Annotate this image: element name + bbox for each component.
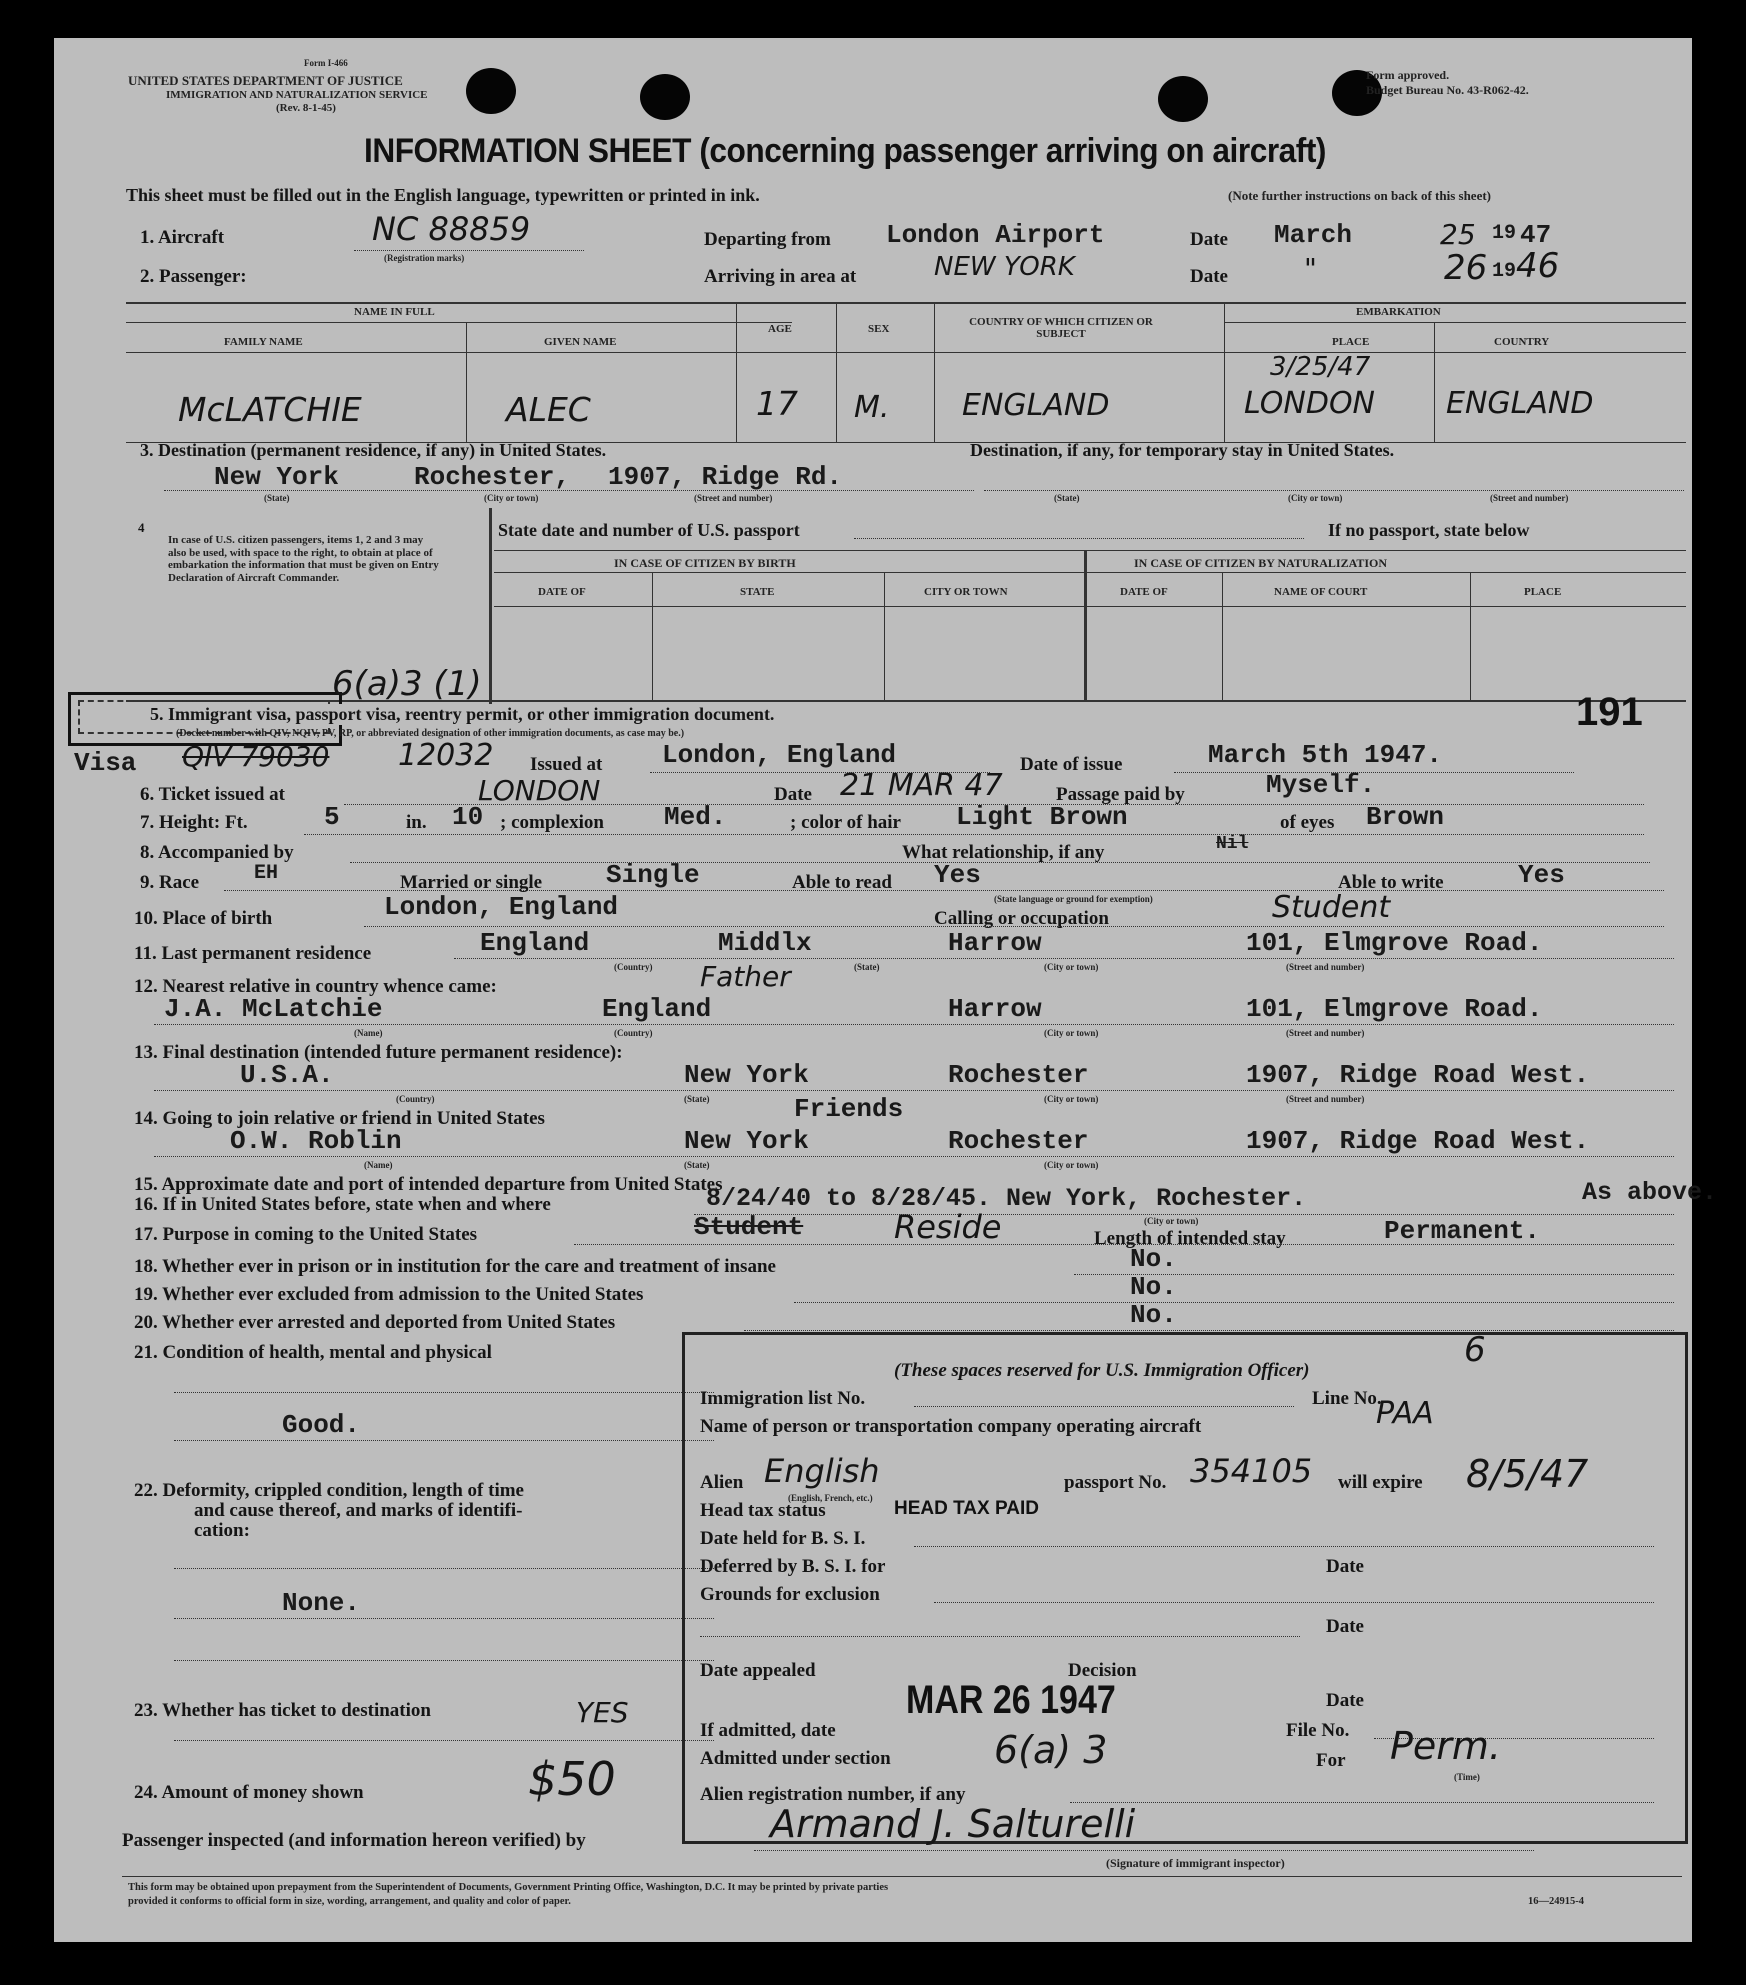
- dest-city-value: Rochester,: [414, 462, 571, 492]
- col-family-name: FAMILY NAME: [224, 336, 303, 348]
- caption-city-5: (City or town): [1044, 1094, 1099, 1104]
- stamp-code: 6(a)3 (1): [332, 664, 482, 704]
- caption-state: (State): [264, 493, 290, 503]
- label-company: Name of person or transportation company operating aircraft: [700, 1416, 1202, 1437]
- label-eyes: of eyes: [1280, 812, 1335, 833]
- label-date-issue: Date of issue: [1020, 754, 1123, 775]
- join-city-value: Rochester: [948, 1126, 1089, 1156]
- col-citizen-birth: IN CASE OF CITIZEN BY BIRTH: [614, 556, 796, 570]
- label-q18: 18. Whether ever in prison or in institution for the care and treatment of insane: [134, 1256, 776, 1277]
- label-complexion: ; complexion: [500, 812, 604, 833]
- dest-state-value: New York: [214, 462, 339, 492]
- label-relationship: What relationship, if any: [902, 842, 1105, 863]
- caption-city: (City or town): [484, 493, 539, 503]
- label-place-birth: 10. Place of birth: [134, 908, 273, 929]
- q20-value: No.: [1130, 1300, 1177, 1330]
- occupation-value: Student: [1272, 890, 1391, 925]
- label-departure: 15. Approximate date and port of intended departure from United States: [134, 1174, 723, 1195]
- dept-name: UNITED STATES DEPARTMENT OF JUSTICE: [128, 73, 403, 88]
- marital-value: Single: [606, 860, 700, 890]
- label-deformity-3: cation:: [194, 1520, 250, 1541]
- revision: (Rev. 8-1-45): [276, 102, 336, 114]
- fd-city-value: Rochester: [948, 1060, 1089, 1090]
- label-date-2: Date: [1190, 266, 1228, 287]
- dep-day-value: 25: [1440, 218, 1476, 251]
- height-ft-value: 5: [324, 802, 340, 832]
- caption-street-4: (Street and number): [1286, 1028, 1365, 1038]
- eyes-value: Brown: [1366, 802, 1445, 832]
- col-given-name: GIVEN NAME: [544, 336, 617, 348]
- col-country2: COUNTRY: [1494, 336, 1550, 348]
- label-last-residence: 11. Last permanent residence: [134, 943, 372, 964]
- ticket-date-value: 21 MAR 47: [840, 768, 1003, 803]
- label-date: Date: [1190, 229, 1228, 250]
- company-value: PAA: [1376, 1396, 1434, 1431]
- caption-street-2: (Street and number): [1490, 493, 1569, 503]
- section-value: 6(a) 3: [994, 1728, 1108, 1772]
- label-head-tax: Head tax status: [700, 1500, 826, 1521]
- relative-country-value: England: [602, 994, 712, 1024]
- col-place-2: PLACE: [1524, 586, 1562, 598]
- relationship-value: Nil: [1216, 834, 1249, 854]
- label-will-expire: will expire: [1338, 1472, 1423, 1493]
- label-final-destination: 13. Final destination (intended future permanent residence):: [134, 1042, 623, 1063]
- label-date-3: Date: [1326, 1690, 1364, 1711]
- label-passport-no: passport No.: [1064, 1472, 1167, 1493]
- time-caption: (Time): [1454, 1772, 1480, 1782]
- label-hair: ; color of hair: [790, 812, 901, 833]
- arr-year-value: 46: [1516, 246, 1560, 286]
- form-title: INFORMATION SHEET (concerning passenger arriving on aircraft): [364, 132, 1326, 170]
- res-street-value: 101, Elmgrove Road.: [1246, 928, 1543, 958]
- country-value: ENGLAND: [962, 388, 1110, 423]
- arr-date-value: ": [1304, 252, 1317, 285]
- embark-date-value: 3/25/47: [1270, 352, 1371, 382]
- purpose-value: Reside: [894, 1208, 1002, 1246]
- deformity-value: None.: [282, 1588, 361, 1618]
- caption-city-2: (City or town): [1288, 493, 1343, 503]
- label-passport-question: State date and number of U.S. passport: [498, 520, 800, 540]
- join-relationship: Friends: [794, 1094, 904, 1124]
- caption-city-4: (City or town): [1044, 1028, 1099, 1038]
- label-money: 24. Amount of money shown: [134, 1782, 364, 1803]
- budget-bureau: Budget Bureau No. 43-R062-42.: [1366, 83, 1529, 97]
- height-in-value: 10: [452, 802, 484, 832]
- for-value: Perm.: [1390, 1724, 1502, 1768]
- footer-code: 16—24915-4: [1528, 1896, 1584, 1907]
- label-temp-destination: Destination, if any, for temporary stay in United States.: [970, 440, 1395, 460]
- label-deferred-date: Date: [1326, 1556, 1364, 1577]
- punch-hole: [640, 74, 690, 120]
- caption-street: (Street and number): [694, 493, 773, 503]
- label-grounds: Grounds for exclusion: [700, 1584, 880, 1605]
- reg-marks-caption: (Registration marks): [384, 253, 465, 263]
- language-note: (State language or ground for exemption): [994, 894, 1153, 904]
- label-admitted-date: If admitted, date: [700, 1720, 836, 1741]
- stamp-number: 191: [1576, 690, 1643, 734]
- read-value: Yes: [934, 860, 981, 890]
- issued-at-value: London, England: [662, 740, 897, 770]
- label-date-held: Date held for B. S. I.: [700, 1528, 866, 1549]
- caption-state-4: (State): [684, 1094, 710, 1104]
- family-name-value: McLATCHIE: [178, 390, 362, 429]
- aircraft-value: NC 88859: [372, 210, 531, 248]
- col-date-of-2: DATE OF: [1120, 586, 1168, 598]
- admitted-date-stamp: MAR 26 1947: [906, 1678, 1116, 1722]
- label-list-no: Immigration list No.: [700, 1388, 866, 1409]
- year-prefix: 19: [1492, 222, 1517, 245]
- label-purpose: 17. Purpose in coming to the United States: [134, 1224, 478, 1245]
- label-ticket-destination: 23. Whether has ticket to destination: [134, 1700, 431, 1721]
- label-line-no: Line No.: [1312, 1388, 1382, 1409]
- dest-street-value: 1907, Ridge Rd.: [608, 462, 843, 492]
- punch-hole: [466, 68, 516, 114]
- head-tax-stamp: HEAD TAX PAID: [894, 1498, 1039, 1519]
- length-value: Permanent.: [1384, 1216, 1541, 1246]
- label-departing: Departing from: [704, 229, 831, 250]
- join-name-value: O.W. Roblin: [230, 1126, 402, 1156]
- label-immigrant-visa: 5. Immigrant visa, passport visa, reentry permit, or other immigration document.: [150, 704, 775, 724]
- label-for: For: [1316, 1750, 1346, 1771]
- label-date-2: Date: [1326, 1616, 1364, 1637]
- arr-day-value: 26: [1444, 248, 1488, 288]
- col-name-in-full: NAME IN FULL: [354, 306, 435, 318]
- inspector-signature: Armand J. Salturelli: [770, 1802, 1136, 1846]
- paid-by-value: Myself.: [1266, 770, 1376, 800]
- visa-note: (Docket number with QIV, NQIV, PV, RP, or abbreviated designation of other immigration documents, as case may be.): [176, 728, 685, 739]
- q18-value: No.: [1130, 1244, 1177, 1274]
- health-value: Good.: [282, 1410, 361, 1440]
- note-back: (Note further instructions on back of this sheet): [1228, 188, 1491, 203]
- col-date-of: DATE OF: [538, 586, 586, 598]
- before-value: 8/24/40 to 8/28/45. New York, Rochester.: [706, 1184, 1307, 1213]
- passport-no-value: 354105: [1190, 1452, 1313, 1490]
- label-admitted-section: Admitted under section: [700, 1748, 891, 1769]
- line-no-value: 6: [1464, 1330, 1486, 1370]
- res-state-value: Middlx: [718, 928, 812, 958]
- officer-heading: (These spaces reserved for U.S. Immigration Officer): [894, 1360, 1310, 1381]
- relative-city-value: Harrow: [948, 994, 1042, 1024]
- label-married: Married or single: [400, 872, 543, 893]
- service-name: IMMIGRATION AND NATURALIZATION SERVICE: [166, 89, 428, 101]
- label-write: Able to write: [1338, 872, 1444, 893]
- label-q20: 20. Whether ever arrested and deported from United States: [134, 1312, 616, 1333]
- given-name-value: ALEC: [506, 390, 591, 429]
- label-date-appealed: Date appealed: [700, 1660, 816, 1681]
- caption-city-7: (City or town): [1144, 1216, 1199, 1226]
- label-occupation: Calling or occupation: [934, 908, 1109, 929]
- join-street-value: 1907, Ridge Road West.: [1246, 1126, 1590, 1156]
- label-race: 9. Race: [140, 872, 200, 893]
- label-no-passport: If no passport, state below: [1328, 520, 1530, 540]
- caption-country: (Country): [614, 962, 653, 972]
- signature-caption: (Signature of immigrant inspector): [1106, 1856, 1285, 1870]
- caption-city-3: (City or town): [1044, 962, 1099, 972]
- label-height: 7. Height: Ft.: [140, 812, 248, 833]
- label-length-stay: Length of intended stay: [1094, 1228, 1286, 1249]
- label-height-in: in.: [406, 812, 427, 833]
- visa-number-2: 12032: [398, 738, 494, 773]
- fd-street-value: 1907, Ridge Road West.: [1246, 1060, 1590, 1090]
- sex-value: M.: [854, 390, 890, 425]
- race-value: EH: [254, 862, 279, 885]
- label-inspected: Passenger inspected (and information hereon verified) by: [122, 1830, 586, 1851]
- col-citizen-naturalization: IN CASE OF CITIZEN BY NATURALIZATION: [1134, 556, 1388, 570]
- label-ticket-date: Date: [774, 784, 812, 805]
- relative-street-value: 101, Elmgrove Road.: [1246, 994, 1543, 1024]
- hair-value: Light Brown: [956, 802, 1128, 832]
- ticket-value: LONDON: [478, 774, 601, 807]
- caption-street-5: (Street and number): [1286, 1094, 1365, 1104]
- dep-year-value: 47: [1520, 220, 1552, 250]
- caption-city-6: (City or town): [1044, 1160, 1099, 1170]
- col-place: PLACE: [1332, 336, 1370, 348]
- caption-state-5: (State): [684, 1160, 710, 1170]
- res-country-value: England: [480, 928, 590, 958]
- year-prefix-2: 19: [1492, 260, 1517, 283]
- age-value: 17: [756, 384, 798, 423]
- dep-date-value: March: [1274, 220, 1353, 250]
- caption-country-3: (Country): [396, 1094, 435, 1104]
- caption-street-3: (Street and number): [1286, 962, 1365, 972]
- alien-value: English: [764, 1452, 880, 1490]
- label-issued-at: Issued at: [530, 754, 603, 775]
- label-nearest-relative: 12. Nearest relative in country whence came:: [134, 976, 497, 997]
- write-value: Yes: [1518, 860, 1565, 890]
- date-issue-value: March 5th 1947.: [1208, 740, 1443, 770]
- label-alien-registration: Alien registration number, if any: [700, 1784, 966, 1805]
- visa-prefix: Visa: [74, 748, 137, 778]
- col-sex: SEX: [868, 323, 890, 335]
- label-item-4: 4: [138, 520, 145, 535]
- col-state: STATE: [740, 586, 775, 598]
- label-read: Able to read: [792, 872, 892, 893]
- caption-name: (Name): [354, 1028, 383, 1038]
- form-number: Form I-466: [304, 58, 348, 68]
- label-deformity-1: 22. Deformity, crippled condition, length of time: [134, 1480, 524, 1501]
- form-sheet: [54, 38, 1718, 1942]
- item-4-note: In case of U.S. citizen passengers, items 1, 2 and 3 may also be used, with space to the right, to obtain at place of embarkation the information that must be given on Entry Declaration of Aircraft Commander.: [168, 534, 439, 584]
- q19-value: No.: [1130, 1272, 1177, 1302]
- before-value-2: As above.: [1582, 1178, 1718, 1207]
- label-deferred: Deferred by B. S. I. for: [700, 1556, 886, 1577]
- punch-hole: [1158, 76, 1208, 122]
- col-age: AGE: [768, 323, 792, 335]
- footer-line-1: This form may be obtained upon prepayment from the Superintendent of Documents, Government Printing Office, Washington, D.C. It may be printed by private parties: [128, 1882, 889, 1893]
- label-health: 21. Condition of health, mental and physical: [134, 1342, 492, 1363]
- arriving-value: NEW YORK: [934, 252, 1075, 282]
- embark-country-value: ENGLAND: [1446, 386, 1594, 421]
- res-city-value: Harrow: [948, 928, 1042, 958]
- col-court: NAME OF COURT: [1274, 586, 1368, 598]
- footer-line-2: provided it conforms to official form in size, wording, arrangement, and quality and color of paper.: [128, 1896, 571, 1907]
- form-approved: Form approved.: [1366, 68, 1450, 82]
- label-q19: 19. Whether ever excluded from admission to the United States: [134, 1284, 644, 1305]
- purpose-struck-value: Student: [694, 1212, 804, 1242]
- label-destination: 3. Destination (permanent residence, if any) in United States.: [140, 440, 607, 460]
- fd-country-value: U.S.A.: [240, 1060, 334, 1090]
- col-embarkation: EMBARKATION: [1356, 306, 1441, 318]
- relative-name-value: J.A. McLatchie: [164, 994, 383, 1024]
- label-deformity-2: and cause thereof, and marks of identifi-: [194, 1500, 523, 1521]
- caption-state-2: (State): [1054, 493, 1080, 503]
- relative-relationship: Father: [700, 960, 791, 993]
- alien-caption: (English, French, etc.): [788, 1493, 873, 1503]
- money-value: $50: [528, 1752, 616, 1806]
- expire-value: 8/5/47: [1466, 1452, 1589, 1496]
- label-decision: Decision: [1068, 1660, 1137, 1681]
- fd-state-value: New York: [684, 1060, 809, 1090]
- label-arriving: Arriving in area at: [704, 266, 857, 287]
- caption-country-2: (Country): [614, 1028, 653, 1038]
- label-ticket: 6. Ticket issued at: [140, 784, 285, 805]
- caption-state-3: (State): [854, 962, 880, 972]
- label-going-to-join: 14. Going to join relative or friend in United States: [134, 1108, 545, 1129]
- embark-place-value: LONDON: [1244, 386, 1376, 421]
- departing-value: London Airport: [886, 220, 1105, 250]
- birth-value: London, England: [384, 892, 619, 922]
- col-city: CITY OR TOWN: [924, 586, 1008, 598]
- caption-name-2: (Name): [364, 1160, 393, 1170]
- complexion-value: Med.: [664, 802, 727, 832]
- language-instruction: This sheet must be filled out in the English language, typewritten or printed in ink.: [126, 185, 760, 205]
- visa-number: QIV 79030: [182, 740, 330, 773]
- ticket-dest-value: YES: [576, 1696, 629, 1729]
- label-passenger: 2. Passenger:: [140, 266, 247, 287]
- label-accompanied: 8. Accompanied by: [140, 842, 294, 863]
- label-alien: Alien: [700, 1472, 744, 1493]
- label-aircraft: 1. Aircraft: [140, 227, 225, 248]
- label-passage-paid: Passage paid by: [1056, 784, 1185, 805]
- join-state-value: New York: [684, 1126, 809, 1156]
- col-country: COUNTRY OF WHICH CITIZEN OR SUBJECT: [969, 316, 1153, 340]
- label-before: 16. If in United States before, state when and where: [134, 1194, 551, 1215]
- label-file-no: File No.: [1286, 1720, 1350, 1741]
